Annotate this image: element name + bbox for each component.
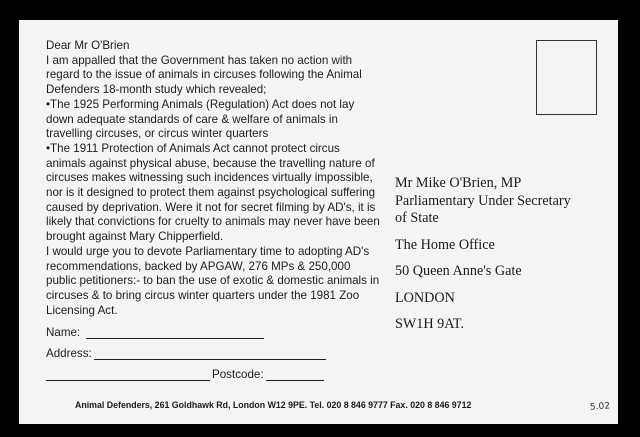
- recipient-city: LONDON: [395, 289, 455, 306]
- address-field-line-1[interactable]: [94, 349, 326, 360]
- postcode-label: Postcode:: [212, 368, 264, 381]
- name-label: Name:: [46, 326, 81, 339]
- postcard: [19, 20, 618, 424]
- handwritten-note: 5.02: [589, 401, 611, 413]
- recipient-address: [395, 175, 615, 334]
- message-body: [46, 39, 381, 318]
- recipient-street: 50 Queen Anne's Gate: [395, 263, 522, 279]
- recipient-name: Mr Mike O'Brien, MP: [395, 175, 522, 191]
- message-paragraph-1925-act: •The 1925 Performing Animals (Regulation) Act does not lay down adequate standards of care & welfare of animals in travelling circuses, or circus winter quarters: [46, 97, 355, 141]
- footer-contact: Animal Defenders, 261 Goldhawk Rd, London W12 9PE. Tel. 020 8 846 9777 Fax. 020 8 846 9712: [75, 400, 472, 410]
- name-field[interactable]: [86, 328, 264, 339]
- address-field-line-2[interactable]: [46, 370, 210, 381]
- postcode-field-row: [46, 368, 324, 381]
- recipient-title-line-2: of State: [395, 210, 439, 226]
- recipient-postcode: SW1H 9AT.: [395, 316, 465, 332]
- stamp-box: [536, 40, 597, 115]
- message-paragraph-request: I would urge you to devote Parliamentary time to adopting AD's recommendations, backed by APGAW, 276 MPs & 250,000 public petitioners:- to ban the use of exotic & domestic animals in circuses & to bring circus winter quarters under the 1981 Zoo Licensing Act.: [46, 244, 380, 317]
- recipient-title-line-1: Parliamentary Under Secretary: [395, 192, 571, 209]
- message-paragraph-1911-act: •The 1911 Protection of Animals Act cannot protect circus animals against physical abuse, because the travelling nature of circuses makes witnessing such incidences virtually impossible, nor is it designed to protect them against psychological suffering caused by deprivation. Were it not for secret filming by AD's, it is likely that convictions for cruelty to animals may never have been brought against Mary Chipperfield.: [46, 141, 380, 244]
- name-field-row: [46, 326, 264, 339]
- salutation: Dear Mr O'Brien: [46, 39, 130, 52]
- recipient-office: The Home Office: [395, 236, 495, 253]
- address-field-row: [46, 347, 326, 360]
- postcode-field[interactable]: [266, 370, 324, 381]
- address-label: Address:: [46, 347, 92, 360]
- message-paragraph-intro: I am appalled that the Government has taken no action with regard to the issue of animals in circuses following the Animal Defenders 18-month study which revealed;: [46, 53, 362, 97]
